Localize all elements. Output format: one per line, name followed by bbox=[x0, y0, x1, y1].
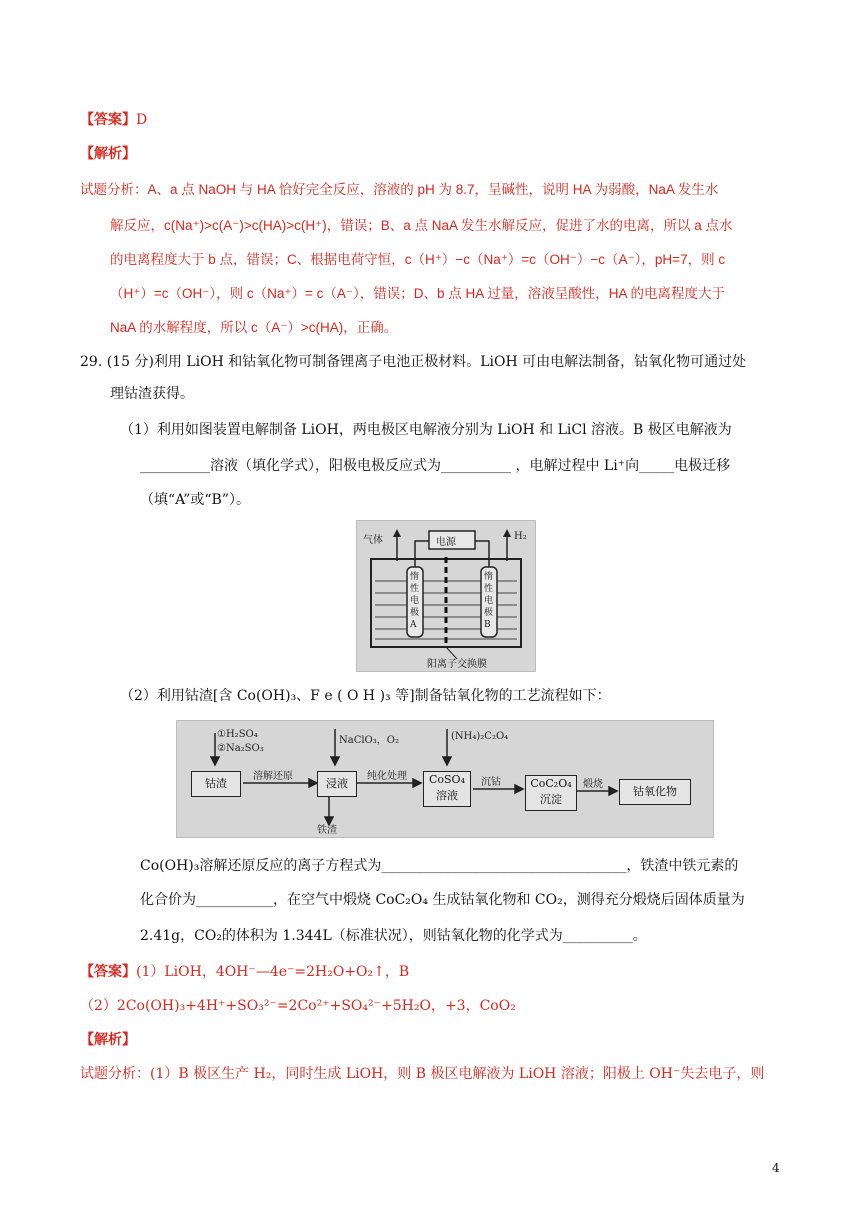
page-number: 4 bbox=[772, 1161, 780, 1175]
analysis1-line-4: （H⁺）=c（OH⁻），则 c（Na⁺）= c（A⁻），错误；D、b 点 HA 过量，溶液呈酸性，HA 的电离程度大于 bbox=[110, 286, 726, 301]
reagent2: NaClO₃，O₂ bbox=[339, 735, 399, 746]
q29-line-2: 理钴渣获得。 bbox=[110, 386, 194, 402]
flow-box-leachate: 浸液 bbox=[317, 771, 357, 797]
q29-line-1: 29. (15 分)利用 LiOH 和钴氧化物可制备锂离子电池正极材料。LiOH 可由电解法制备，钴氧化物可通过处 bbox=[80, 354, 747, 370]
membrane-label: 阳离子交换膜 bbox=[427, 659, 487, 670]
answer2-part1: (1）LiOH，4OH⁻—4e⁻=2H₂O+O₂↑，B bbox=[136, 964, 410, 980]
analysis1-line-5: NaA 的水解程度，所以 c（A⁻）>c(HA)，正确。 bbox=[110, 320, 398, 335]
flow-box-cobalt-oxide: 钴氧化物 bbox=[619, 779, 691, 805]
answer-line-1 bbox=[80, 110, 147, 130]
answer-value: D bbox=[136, 112, 148, 128]
coso4-formula: CoSO₄ bbox=[428, 773, 465, 786]
q29-part1-line-1: （1）利用如图装置电解制备 LiOH，两电极区电解液分别为 LiOH 和 LiCl 溶液。B 极区电解液为 bbox=[120, 422, 732, 438]
step-purify: 纯化处理 bbox=[367, 771, 407, 782]
q29-part2-line-3: 化合价为___________，在空气中煅烧 CoC₂O₄ 生成钴氧化物和 CO₂，测得充分煅烧后固体质量为 bbox=[140, 892, 745, 908]
q29-part2-line-1: （2）利用钴渣[含 Co(OH)₃、F e ( O H )₃ 等]制备钴氧化物的工艺流程如下： bbox=[120, 688, 611, 704]
h2-label: H₂ bbox=[514, 531, 527, 542]
q29-part2-line-2: Co(OH)₃溶解还原反应的离子方程式为___________________________________，铁渣中铁元素的 bbox=[140, 858, 739, 874]
flow-box-cobalt-slag: 钴渣 bbox=[191, 771, 241, 797]
answer-label: 【答案】 bbox=[80, 112, 136, 128]
analysis2-line-1: 试题分析：(1）B 极区生产 H₂，同时生成 LiOH，则 B 极区电解液为 LiOH 溶液；阳极上 OH⁻失去电子，则 bbox=[80, 1066, 765, 1082]
answer2-line-1 bbox=[80, 962, 409, 982]
analysis-label-1: 【解析】 bbox=[80, 146, 136, 162]
answer2-line-2: （2）2Co(OH)₃+4H⁺+SO₃²⁻=2Co²⁺+SO₄²⁻+5H₂O，+3，CoO₂ bbox=[80, 998, 516, 1014]
power-source-label: 电源 bbox=[436, 537, 456, 548]
process-flow-figure bbox=[176, 720, 714, 838]
analysis1-line-2: 解反应，c(Na⁺)>c(A⁻)>c(HA)>c(H⁺)，错误；B、a 点 NaA 发生水解反应，促进了水的电离，所以 a 点水 bbox=[110, 218, 733, 233]
step-dissolve-reduce: 溶解还原 bbox=[253, 771, 293, 782]
reagent1-b: ②Na₂SO₃ bbox=[217, 743, 264, 754]
coc2o4-precipitate: 沉淀 bbox=[540, 793, 562, 806]
q29-part1-line-2: __________溶液（填化学式），阳极电极反应式为__________ ，电解过程中 Li⁺向_____电极迁移 bbox=[140, 458, 731, 474]
flow-box-coso4 bbox=[423, 771, 471, 807]
coc2o4-formula: CoC₂O₄ bbox=[530, 777, 572, 790]
step-calcine: 煅烧 bbox=[583, 779, 603, 790]
electrolysis-figure bbox=[356, 520, 536, 672]
q29-part1-line-3: （填“A”或“B”）。 bbox=[140, 492, 250, 508]
flow-box-coc2o4 bbox=[525, 775, 577, 811]
analysis1-line-3: 的电离程度大于 b 点，错误；C、根据电荷守恒，c（H⁺）−c（Na⁺）=c（OH⁻）−c（A⁻），pH=7，则 c bbox=[110, 252, 726, 267]
q29-part2-line-4: 2.41g，CO₂的体积为 1.344L（标准状况），则钴氧化物的化学式为__________。 bbox=[140, 928, 647, 944]
coso4-solution: 溶液 bbox=[436, 789, 458, 802]
byproduct-iron-slag: 铁渣 bbox=[317, 825, 337, 836]
electrode-b-label: 惰性电极B bbox=[484, 572, 494, 630]
gas-label: 气体 bbox=[363, 535, 383, 546]
step-precipitate: 沉钴 bbox=[481, 777, 501, 788]
answer2-label: 【答案】 bbox=[80, 964, 136, 980]
analysis-label-2: 【解析】 bbox=[80, 1032, 136, 1048]
reagent1-a: ①H₂SO₄ bbox=[217, 729, 258, 740]
electrode-a-label: 惰性电极A bbox=[410, 572, 420, 630]
reagent3: (NH₄)₂C₂O₄ bbox=[451, 731, 509, 742]
analysis1-line-1: 试题分析：A、a 点 NaOH 与 HA 恰好完全反应，溶液的 pH 为 8.7，呈碱性，说明 HA 为弱酸，NaA 发生水 bbox=[80, 182, 719, 197]
